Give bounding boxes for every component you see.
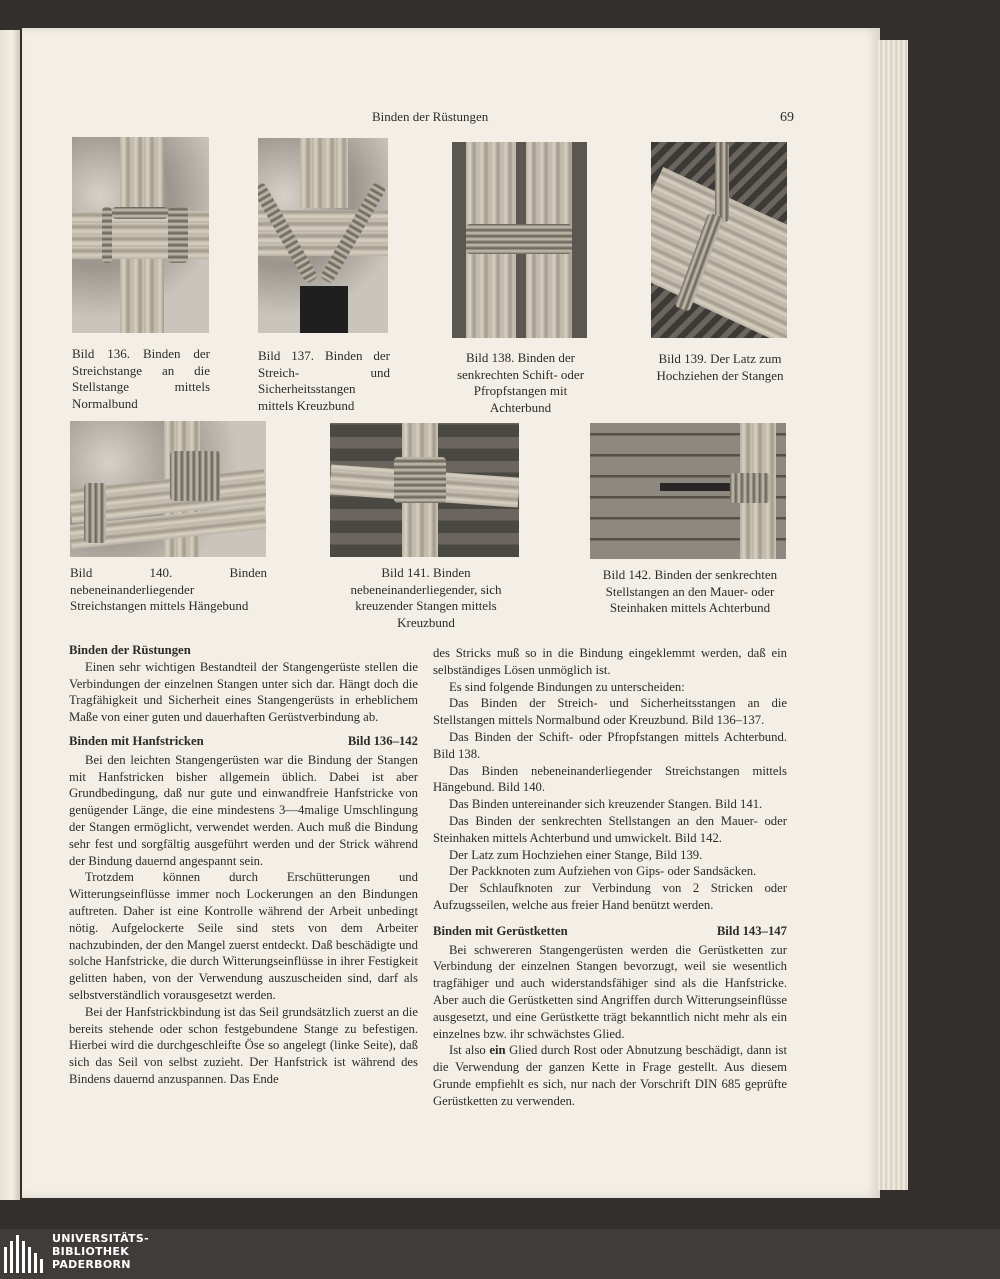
section-heading: Binden der Rüstungen: [69, 643, 191, 657]
library-footer-bar: [0, 1229, 1000, 1279]
figure-138-caption: Bild 138. Binden der senkrechten Schift- oder Pfropfstangen mit Achterbund: [456, 350, 585, 415]
subsection-heading-hanfstricke: [69, 733, 418, 750]
figure-140-caption: Bild 140. Binden nebeneinanderliegender Streichstangen mittels Hängebund: [70, 565, 267, 613]
library-name-line3: PADERBORN: [52, 1258, 131, 1271]
list-item: Der Schlaufknoten zur Verbindung von 2 Stricken oder Aufzugsseilen, welche aus freier Hand benützt werden.: [433, 881, 787, 912]
emphasis: ein: [489, 1043, 506, 1058]
left-text-column: [69, 642, 418, 1088]
figure-139-photo: [651, 142, 787, 338]
figure-142-photo: [590, 423, 786, 559]
paragraph: Trotzdem können durch Erschütterungen und Witterungseinflüsse immer noch Lockerungen an den Bindungen auftreten. Daher ist eine Kontrolle während der Arbeit unbedingt nötig. Aufgelockerte Seile sind stets von dem Arbeiter nachzubinden, der den Mangel zuerst entdeckt. Daß beschädigte und solche Hanfstricke, die durch Witterungseinflüsse in ihrer Festigkeit gelitten haben, von der Verwendung auszuscheiden sind, darf als selbstverständlich vorausgesetzt werden.: [69, 870, 418, 1002]
list-item: Der Latz zum Hochziehen einer Stange, Bild 139.: [449, 847, 703, 862]
paragraph: Bei schwereren Stangengerüsten werden die Gerüstketten zur Verbindung der einzelnen Stangen bevorzugt, weil sie wesentlich tragfähiger und auch widerstandsfähiger sind als die Hanfstricke. Aber auch die Gerüstketten sind Angriffen durch Witterungseinflüsse ausgesetzt, und eine Gerüstkette trägt bekanntlich nicht mehr als ein einzelnes bzw. ihr schwächstes Glied.: [433, 942, 787, 1041]
subsection-heading-geruestketten: [433, 923, 787, 940]
list-item: Der Packknoten zum Aufziehen von Gips- oder Sandsäcken.: [449, 864, 757, 879]
facing-page-edge: [0, 30, 20, 1200]
figure-142-caption: Bild 142. Binden der senkrechten Stellstangen an den Mauer- oder Steinhaken mittels Achterbund: [602, 567, 778, 615]
running-title: Binden der Rüstungen: [372, 109, 489, 124]
figure-136-caption: Bild 136. Binden der Streichstange an die Stellstange mittels Normalbund: [72, 346, 210, 411]
paragraph-continuation: des Stricks muß so in die Bindung eingeklemmt werden, daß ein selbständiges Lösen unmöglich ist.: [433, 646, 787, 677]
page-stack-edge: [878, 40, 908, 1190]
intro-paragraph: Einen sehr wichtigen Bestandteil der Stangengerüste stellen die Verbindungen der einzelnen Stangen unter sich dar. Hängt doch die Tragfähigkeit und Sicherheit eines Stangengerüsts in erheblichem Maße von einer guten und dauerhaften Gerüstverbindung ab.: [69, 659, 418, 725]
subsection-title: Binden mit Gerüstketten: [433, 923, 568, 938]
figure-141-photo: [330, 423, 519, 557]
paragraph: [433, 1042, 787, 1109]
list-intro: Es sind folgende Bindungen zu unterscheiden:: [449, 679, 685, 694]
figure-141-caption: Bild 141. Binden nebeneinanderliegender, sich kreuzender Stangen mittels Kreuzbund: [350, 565, 502, 630]
list-item: Das Binden der Schift- oder Pfropfstangen mittels Achterbund. Bild 138.: [433, 729, 787, 761]
list-item: Das Binden nebeneinanderliegender Streichstangen mittels Hängebund. Bild 140.: [433, 763, 787, 795]
figure-138-photo: [452, 142, 587, 338]
list-item: Das Binden der senkrechten Stellstangen an den Mauer- oder Steinhaken mittels Achterbund und umwickelt. Bild 142.: [433, 813, 787, 845]
text-run: Ist also: [449, 1043, 490, 1058]
figure-140-photo: [70, 421, 266, 557]
subsection-figure-ref: Bild 136–142: [347, 733, 418, 748]
paragraph: Bei den leichten Stangengerüsten war die Bindung der Stangen mit Hanfstricken bisher allgemein üblich. Dabei ist aber Grundbedingung, daß nur gute und einwandfreie Hanfstricke von genügender Länge, die eine mindestens 3—4malige Umschlingung der Stangen ermöglicht, verwendet werden. Auch muß die Bindung sehr fest und sorgfältig ausgeführt werden und der Strick während der Bindung dauernd angespannt sein.: [69, 752, 418, 868]
figure-136-photo: [72, 137, 209, 333]
figure-139-caption: Bild 139. Der Latz zum Hochziehen der Stangen: [656, 351, 784, 383]
figure-137-caption: Bild 137. Binden der Streich- und Sicherheitsstangen mittels Kreuzbund: [258, 348, 390, 413]
library-name-line2: BIBLIOTHEK: [52, 1245, 130, 1258]
figure-137-photo: [258, 138, 388, 333]
paragraph: Bei der Hanfstrickbindung ist das Seil grundsätzlich zuerst an die bereits stehende oder schon festgebundene Stange zu befestigen. Hierbei wird die durchgeschleifte Öse so angelegt (linke Seite), daß sich das Seil von selbst zuzieht. Der Hanfstrick ist während des Bindens dauernd anzuspannen. Das Ende: [69, 1004, 418, 1086]
text-run: Glied durch Rost oder Abnutzung beschädigt, dann ist die Verwendung der ganzen Kette in Frage gestellt. Aus diesem Grunde empfiehlt es sich, nur nach der Vorschrift DIN 685 geprüfte Gerüstketten zu verwenden.: [433, 1043, 787, 1108]
right-text-column: [433, 645, 787, 1110]
page-number: 69: [780, 110, 794, 125]
list-item: Das Binden untereinander sich kreuzender Stangen. Bild 141.: [449, 797, 763, 812]
list-item: Das Binden der Streich- und Sicherheitsstangen an die Stellstangen mittels Normalbund oder Kreuzbund. Bild 136–137.: [433, 696, 787, 728]
library-logo-icon: [0, 1229, 48, 1279]
library-name-line1: UNIVERSITÄTS-: [52, 1232, 149, 1245]
subsection-figure-ref: Bild 143–147: [716, 923, 787, 938]
subsection-title: Binden mit Hanfstricken: [69, 733, 204, 748]
